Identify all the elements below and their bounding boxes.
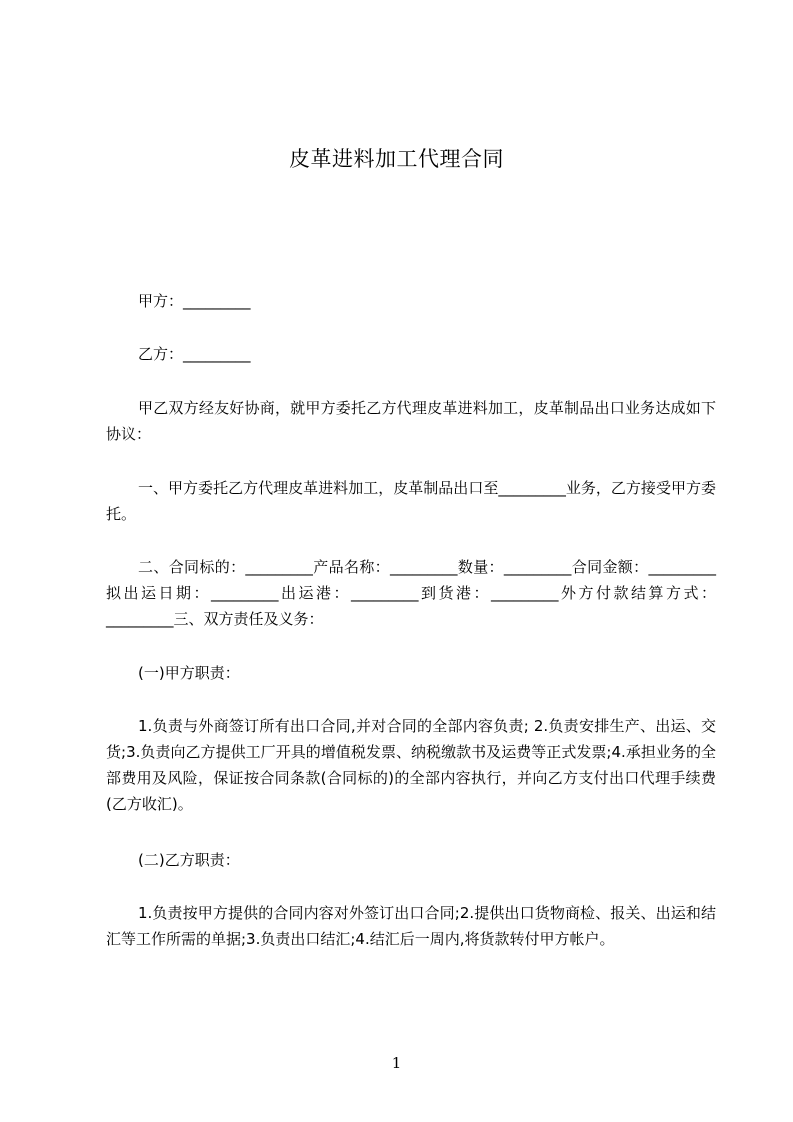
section-b-heading: (二)乙方职责： [138,851,240,869]
section-a-heading: (一)甲方职责： [138,664,240,682]
clause-2-paragraph: 二、合同标的：_________产品名称：_________数量：_________合同金额：_________拟出运日期：_________出运港：_________到货港：_________外方付款结算方式：_________三、双方责任及义务： [106,558,716,628]
party-a-line: 甲方：_________ [138,292,251,310]
clause-1-paragraph: 一、甲方委托乙方代理皮革进料加工，皮革制品出口至_________业务，乙方接受甲方委托。 [106,479,716,523]
section-a-body: 1.负责与外商签订所有出口合同,并对合同的全部内容负责; 2.负责安排生产、出运、交货;3.负责向乙方提供工厂开具的增值税发票、纳税缴款书及运费等正式发票;4.承担业务的全部费用及风险，保证按合同条款(合同标的)的全部内容执行，并向乙方支付出口代理手续费(乙方收汇)。 [106,717,716,813]
section-b-body: 1.负责按甲方提供的合同内容对外签订出口合同;2.提供出口货物商检、报关、出运和结汇等工作所需的单据;3.负责出口结汇;4.结汇后一周内,将货款转付甲方帐户。 [106,904,716,948]
party-b-line: 乙方：_________ [138,345,251,363]
page-number: 1 [391,1054,402,1072]
intro-paragraph: 甲乙双方经友好协商，就甲方委托乙方代理皮革进料加工，皮革制品出口业务达成如下协议： [106,399,716,443]
document-title: 皮革进料加工代理合同 [289,147,504,171]
